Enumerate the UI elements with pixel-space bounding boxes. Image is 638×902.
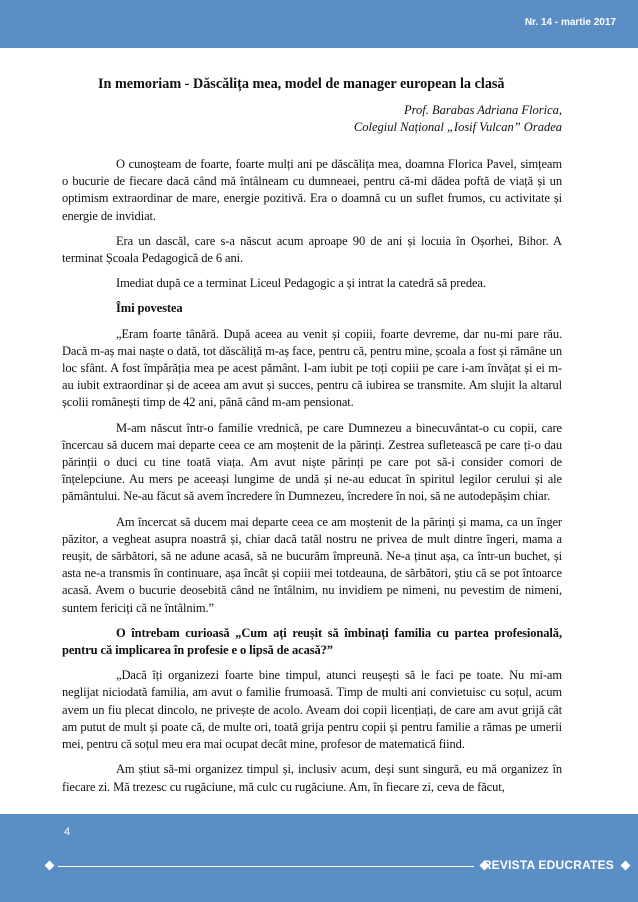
issue-label: Nr. 14 - martie 2017 [524,17,616,28]
paragraph: „Dacă îți organizezi foarte bine timpul, atunci reușești să le faci pe toate. Nu mi-am neglijat niciodată familia, am avut o familie frumoasă. Timp de multi ani convietuisc cu soțul, acum avem un fiu plecat dincolo, ne privește de acolo. Aveam doi copii licențiați, de care am avut grijă cât am putut de mult și poate că, de multe ori, toată grija pentru copii și pentru familie a rămas pe umerii mei, pentru că soțul meu era mai ocupat decât mine, profesor de matematică fiind. [62,668,562,752]
paragraph: Imediat după ce a terminat Liceul Pedagogic a și intrat la catedră să predea. [116,276,486,291]
question-paragraph: O întrebam curioasă „Cum ați reușit să îmbinați familia cu partea profesională, pentru că implicarea în profesie e o lipsă de acasă?” [62,625,562,658]
article [62,74,562,804]
paragraph: „Eram foarte tânără. După aceea au venit și copiii, foarte devreme, dar nu-mi pare rău. Dacă m-aș mai naște o dată, tot dăscăliță m-aș face, pentru că, pentru mine, școala a fost și rămâne un loc sfânt. A fost împărăția mea pe acest pământ. I-am iubit pe toți copiii pe care i-am învățat și ei m-au iubit extraordinar și de aceea am avut și succes, pentru că iubirea se transmite. Am slujit la altarul școlii românești timp de 42 ani, până când m-am pensionat. [62,326,562,410]
footer-divider [58,866,474,867]
paragraph: M-am născut într-o familie vrednică, pe care Dumnezeu a binecuvântat-o cu copii, care încercau să ducem mai departe ceea ce am moștenit de la părinți. Zestrea sufletească pe care ți-o dau părinții o duci cu tine toată viața. Am avut niște părinți pe care pot să-i consider comori de înțelepciune. Au mers pe aceeași lungime de undă și ne-au educat în spiritul legilor cerului și ale pământului. Ne-au făcut să avem încredere în Dumnezeu, încredere în noi, să ne autodepășim chiar. [62,420,562,504]
paragraph: Era un dascăl, care s-a născut acum aproape 90 de ani și locuia în Oșorhei, Bihor. A terminat Școala Pedagogică de 6 ani. [62,233,562,266]
paragraph: Am încercat să ducem mai departe ceea ce am moștenit de la părinți și mama, ca un înger păzitor, a vegheat asupra noastră și, chiar dacă tatăl nostru ne privea de mult dintre îngeri, mama a reușit, de sărbători, să ne adune acasă, să ne bucurăm împreună. Ne-a ținut așa, ca într-un buchet, și asta ne-a transmis în continuare, așa încât și copiii mei totdeauna, de sărbători, știu că se pot întoarce acasă. Avem o bucurie deosebită când ne întâlnim, nu invidiem pe nimeni, nu pevestim de nimeni, suntem fericiți că ne întâlnim.” [62,514,562,615]
article-school: Colegiul Național „Iosif Vulcan” Oradea [353,120,562,134]
article-body [62,156,562,796]
paragraph: Am știut să-mi organizez timpul și, inclusiv acum, deși sunt singură, eu mă organizez în fiecare zi. Mă trezesc cu rugăciune, mă culc cu rugăciune. Am, în fiecare zi, ceva de făcut, [62,762,562,794]
article-title: In memoriam - Dăscălița mea, model de manager european la clasă [98,76,505,92]
page-number: 4 [64,826,71,838]
article-author: Prof. Barabas Adriana Florica, [404,103,562,117]
section-heading: Îmi povestea [116,301,183,316]
paragraph: O cunoșteam de foarte, foarte mulți ani pe dăscălița mea, doamna Florica Pavel, simțeam o bucurie de fiecare dacă când mă întâlneam cu dumneaei, pentru că-mi dădea poftă de viață și un optimism extraordinar de mare, energie pozitivă. Era o doamnă cu un suflet frumos, cu activitate și energie de invidiat. [62,157,562,223]
brand-label: REVISTA EDUCRATES [482,858,614,872]
